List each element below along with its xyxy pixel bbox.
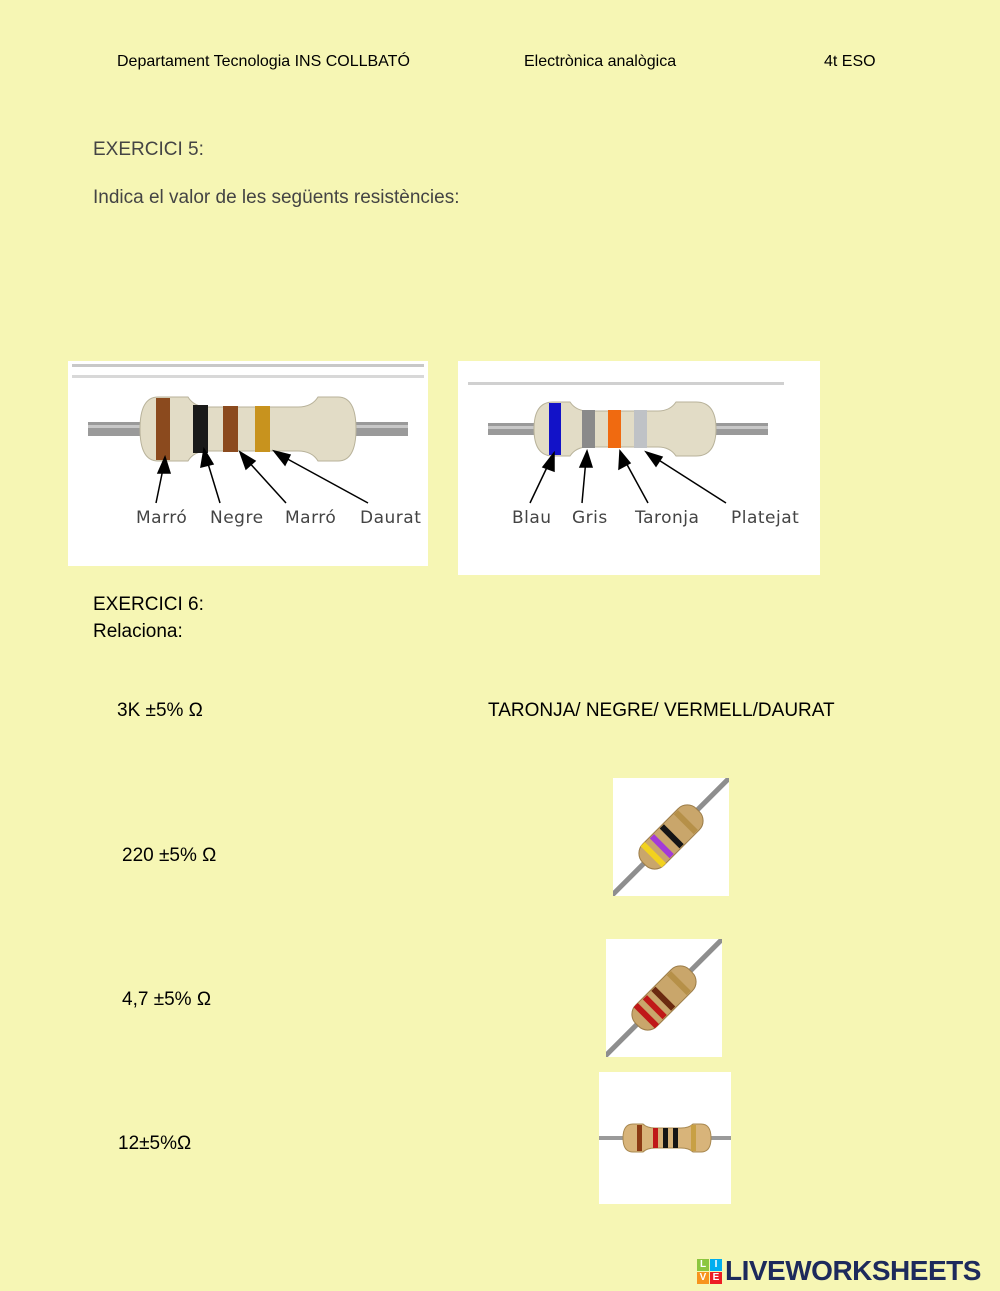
resistor-1-band-4 [255,406,270,452]
header-department: Departament Tecnologia INS COLLBATÓ [117,53,410,70]
logo-letter-v: V [697,1272,709,1284]
value-220: 220 ±5% Ω [122,845,217,866]
value-4-7: 4,7 ±5% Ω [122,989,212,1010]
resistor-2-diagram [458,361,820,575]
resistor-1-band-3 [223,406,238,452]
logo-letter-e: E [710,1272,722,1284]
brand-name: LIVEWORKSHEETS [725,1255,981,1286]
exercise6-subtitle: Relaciona: [93,621,183,642]
resistor-1-label-2: Negre [210,508,264,528]
value-3k: 3K ±5% Ω [117,700,203,721]
resistor-1-band-2 [193,405,208,453]
resistor-2-label-1: Blau [512,508,552,528]
resistor-2-band-2 [582,410,595,448]
resistor-1-label-4: Daurat [360,508,422,528]
resistor-2-label-3: Taronja [635,508,700,528]
resistor-photo-1 [613,778,729,896]
resistor-1-label-3: Marró [285,508,337,528]
resistor-panel-2 [458,361,820,575]
resistor-2-band-1 [549,403,561,455]
resistor-1-band-1 [156,398,170,460]
resistor-photo-3 [599,1072,731,1204]
resistor-2-band-4 [634,410,647,448]
resistor-photo-2 [606,939,722,1057]
resistor-2-label-4: Platejat [731,508,800,528]
color-code-text: TARONJA/ NEGRE/ VERMELL/DAURAT [488,700,835,721]
resistor-2-label-2: Gris [572,508,608,528]
exercise5-instruction: Indica el valor de les següents resistències: [93,187,460,208]
header-subject: Electrònica analògica [524,53,677,70]
liveworksheets-logo [697,1256,981,1286]
logo-letter-i: I [710,1259,722,1271]
header-course: 4t ESO [824,53,876,70]
exercise5-title: EXERCICI 5: [93,139,204,160]
resistor-2-band-3 [608,410,621,448]
logo-grid-icon [697,1259,722,1284]
resistor-1-diagram [68,361,428,566]
resistor-panel-1 [68,361,428,566]
value-12: 12±5%Ω [118,1133,192,1154]
resistor-1-label-1: Marró [136,508,188,528]
exercise6-title: EXERCICI 6: [93,594,204,615]
logo-letter-l: L [697,1259,709,1271]
